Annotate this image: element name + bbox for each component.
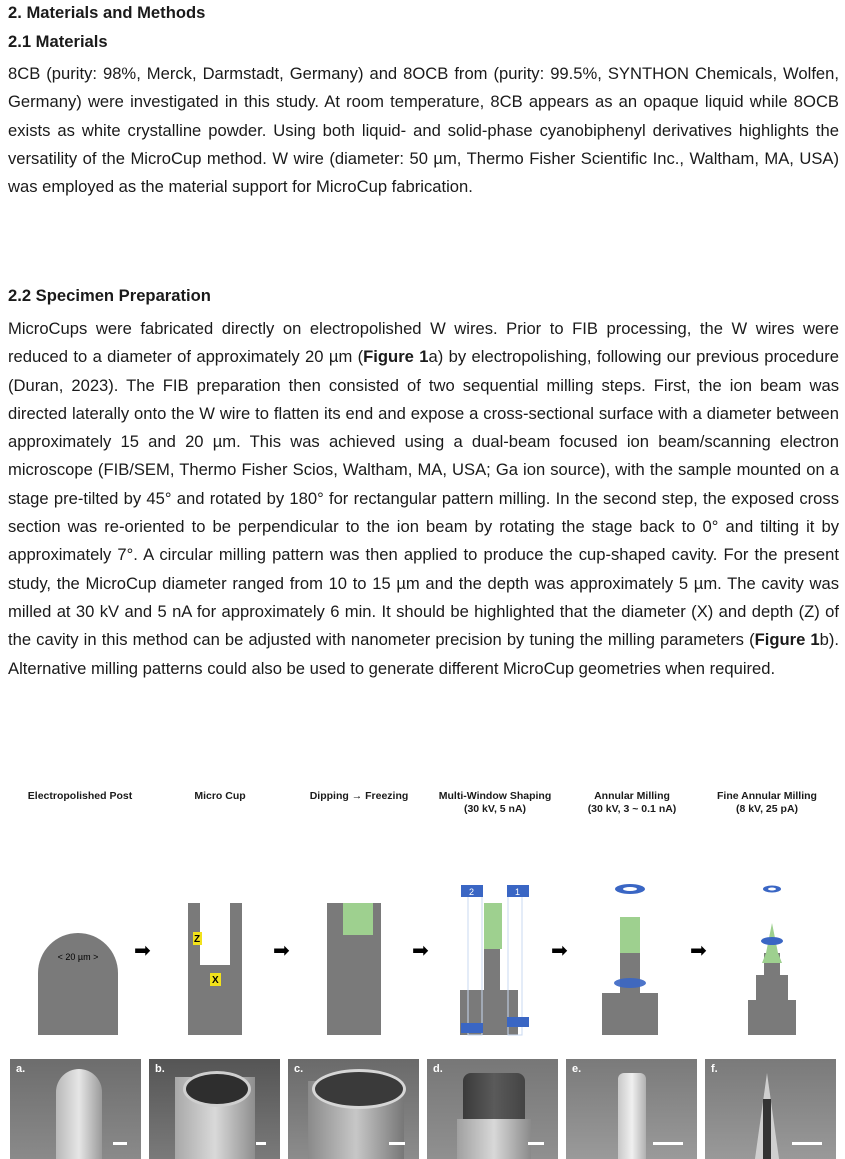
- figure-ref-1[interactable]: Figure 1: [363, 347, 429, 367]
- step-title-6: Fine Annular Milling (8 kV, 25 pA): [717, 790, 817, 815]
- materials-paragraph: 8CB (purity: 98%, Merck, Darmstadt, Germany) and 8OCB from (purity: 99.5%, SYNTHON Chemicals, Wolfen, Germany) were investigated in this study. At room temperature, 8CB appears as an opaque liquid while 8OCB exists as white crystalline powder. Using both liquid- and solid-phase cyanobiphenyl derivatives highlights the versatility of the MicroCup method. W wire (diameter: 50 µm, Thermo Fisher Scientific Inc., Waltham, MA, USA) was employed as the material support for MicroCup fabrication.: [8, 64, 839, 197]
- sem-panel-d: d.: [427, 1059, 558, 1159]
- arrow-4: ➡: [551, 940, 568, 962]
- prep-text-b: a) by electropolishing, following our previous procedure (Duran, 2023). The FIB preparation then consisted of two sequential milling steps. First, the ion beam was directed laterally onto the W wire to flatten its end and expose a cross-sectional surface with a diameter between approximately 15 and 20 µm. This was achieved using a dual-beam focused ion beam/scanning electron microscope (FIB/SEM, Thermo Fisher Scios, Waltham, MA, USA; Ga ion source), with the sample mounted on a stage pre-tilted by 45° and rotated by 180° for rectangular pattern milling. In the second step, the exposed cross section was re-oriented to be perpendicular to the ion beam by rotating the stage back to 0° and tilting it by approximately 7°. A circular milling pattern was then applied to produce the cup-shaped cavity. For the present study, the MicroCup diameter ranged from 10 to 15 µm and the depth was approximately 5 µm. The cavity was milled at 30 kV and 5 nA for approximately 6 min. It should be highlighted that the diameter (X) and depth (Z) of the cavity in this method can be adjusted with nanometer precision by tuning the milling parameters (: [8, 347, 839, 650]
- step-title-5: Annular Milling (30 kV, 3 ~ 0.1 nA): [587, 790, 677, 815]
- annular-milling-diagram: [602, 884, 658, 1035]
- electropolished-post-diagram: [38, 933, 118, 1035]
- sem-panel-f: f.: [705, 1059, 836, 1159]
- label-z: Z: [194, 934, 201, 945]
- fabrication-schematic: [0, 825, 845, 1055]
- section-heading: 2. Materials and Methods: [8, 3, 206, 22]
- dimension-label: < 20 µm >: [57, 952, 99, 962]
- fine-annular-milling-diagram: [748, 886, 796, 1036]
- figure-ref-2[interactable]: Figure 1: [754, 630, 820, 650]
- step-title-2: Micro Cup: [194, 790, 246, 802]
- prep-paragraph: [8, 315, 839, 683]
- prep-text-c: b). Alternative milling patterns could also be used to generate different MicroCup geometries when required.: [8, 630, 839, 678]
- sem-panel-e: e.: [566, 1059, 697, 1159]
- arrow-5: ➡: [690, 940, 707, 962]
- step-title-4: Multi-Window Shaping (30 kV, 5 nA): [438, 790, 552, 815]
- prep-heading: 2.2 Specimen Preparation: [8, 286, 211, 305]
- sem-panel-b: b.: [149, 1059, 280, 1159]
- arrow-3: ➡: [412, 940, 429, 962]
- sem-panel-a: a.: [10, 1059, 141, 1159]
- prep-text-a: MicroCups were fabricated directly on electropolished W wires. Prior to FIB processing, the W wires were reduced to a diameter of approximately 20 µm (: [8, 319, 839, 367]
- multi-window-diagram: [460, 885, 529, 1035]
- step-title-1: Electropolished Post: [27, 790, 133, 802]
- label-x: X: [212, 975, 219, 986]
- step-title-3: Dipping → Freezing: [309, 790, 409, 802]
- svg-text:1: 1: [515, 887, 521, 897]
- micro-cup-diagram: [188, 903, 242, 1035]
- svg-text:2: 2: [469, 887, 475, 897]
- materials-heading: 2.1 Materials: [8, 32, 108, 51]
- arrow-2: ➡: [273, 940, 290, 962]
- sem-panel-c: c.: [288, 1059, 419, 1159]
- dipping-freezing-diagram: [327, 903, 381, 1035]
- arrow-1: ➡: [134, 940, 151, 962]
